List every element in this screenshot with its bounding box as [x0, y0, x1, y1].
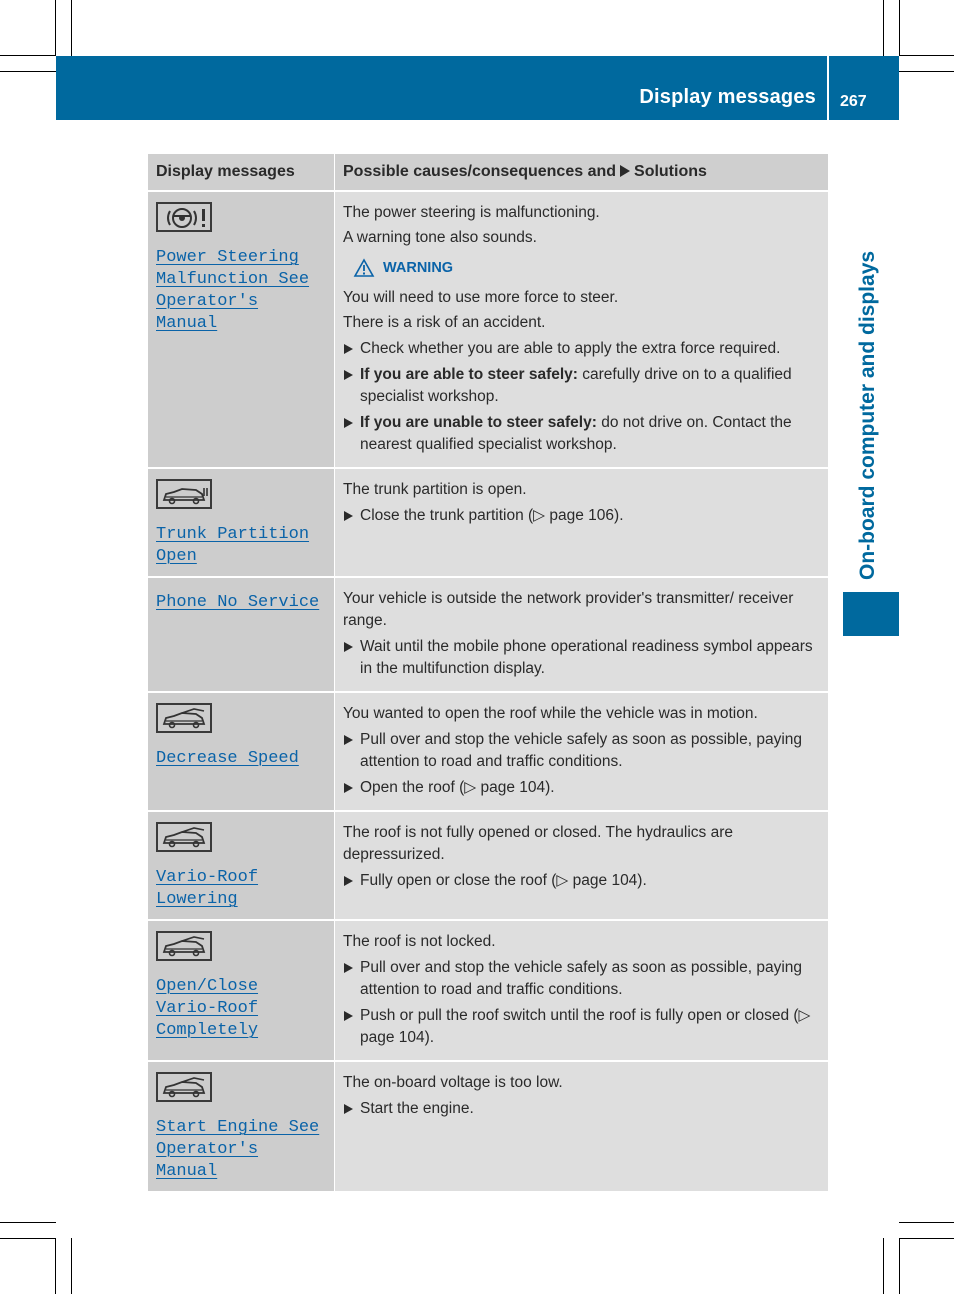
cause-text: The on-board voltage is too low. [343, 1074, 563, 1091]
column-header-causes [335, 154, 829, 191]
page-header [56, 56, 899, 120]
crop-mark [71, 1238, 72, 1294]
solution-step: Wait until the mobile phone operational readiness symbol appears in the multifunction display. [343, 636, 820, 680]
table-row [148, 1061, 828, 1191]
table-row [148, 577, 828, 692]
solution-step: Start the engine. [343, 1098, 820, 1120]
cause-text: The power steering is malfunctioning. [343, 204, 600, 221]
cause-text: You wanted to open the roof while the vehicle was in motion. [343, 705, 758, 722]
crop-mark [883, 0, 884, 56]
display-cell [148, 577, 335, 692]
convertible-trunk-icon [156, 479, 212, 509]
solution-step: Open the roof (▷ page 104). [343, 777, 820, 799]
crop-mark [0, 71, 56, 72]
solution-step: Pull over and stop the vehicle safely as soon as possible, paying attention to road and traffic conditions. [343, 957, 820, 1001]
crop-mark [0, 1238, 56, 1239]
crop-mark [899, 1222, 954, 1223]
solution-cell [335, 811, 829, 920]
crop-mark [899, 0, 900, 56]
crop-mark [0, 55, 56, 56]
display-message-text: Phone No Service [156, 593, 320, 612]
solution-step: Check whether you are able to apply the extra force required. [343, 338, 820, 360]
display-cell [148, 811, 335, 920]
arrow-right-icon [620, 165, 630, 177]
page-number: 267 [840, 93, 867, 110]
solution-step: Fully open or close the roof (▷ page 104). [343, 870, 820, 892]
warning-label: WARNING [383, 260, 454, 276]
display-message-text: Vario-Roof Lowering [156, 868, 259, 909]
convertible-roof-icon [156, 822, 212, 852]
solution-cell [335, 692, 829, 811]
warning-triangle-icon [353, 258, 375, 278]
display-message-text: Decrease Speed [156, 749, 299, 768]
display-cell [148, 1061, 335, 1191]
column-header-display: Display messages [148, 154, 335, 191]
display-message-text: Power Steering Malfunction See Operator's Manual [156, 248, 310, 333]
convertible-roof-icon [156, 931, 212, 961]
table-row [148, 468, 828, 577]
warning-heading [353, 257, 820, 279]
table-row [148, 191, 828, 468]
column-header-causes-text: Possible causes/consequences and [343, 163, 617, 180]
warning-text: There is a risk of an accident. [343, 314, 546, 331]
step-condition: If you are unable to steer safely: [360, 414, 597, 431]
crop-mark [55, 0, 56, 56]
convertible-roof-icon [156, 703, 212, 733]
table-row [148, 811, 828, 920]
display-messages-table [148, 154, 828, 1191]
solution-step [343, 412, 820, 456]
display-cell [148, 692, 335, 811]
display-message-text: Open/Close Vario-Roof Completely [156, 977, 259, 1040]
display-message-text: Trunk Partition Open [156, 525, 310, 566]
solution-cell [335, 577, 829, 692]
crop-mark [899, 71, 954, 72]
table-row [148, 692, 828, 811]
solution-step [343, 364, 820, 408]
crop-mark [883, 1238, 884, 1294]
crop-mark [899, 1238, 954, 1239]
cause-text: The roof is not locked. [343, 933, 496, 950]
table-header-row [148, 154, 828, 191]
crop-mark [55, 1238, 56, 1294]
display-cell [148, 191, 335, 468]
warning-text: You will need to use more force to steer. [343, 289, 619, 306]
display-message-text: Start Engine See Operator's Manual [156, 1118, 320, 1181]
display-cell [148, 920, 335, 1061]
chapter-title: On-board computer and displays [856, 250, 879, 580]
crop-mark [899, 1238, 900, 1294]
table-row [148, 920, 828, 1061]
step-action: carefully drive on to a qualified specialist workshop. [360, 366, 792, 405]
step-action: do not drive on. Contact the nearest qualified specialist workshop. [360, 414, 792, 453]
header-title: Display messages [639, 86, 816, 108]
column-header-solutions-text: Solutions [634, 163, 707, 180]
steering-warning-icon [156, 202, 212, 232]
display-cell [148, 468, 335, 577]
solution-step: Close the trunk partition (▷ page 106). [343, 505, 820, 527]
crop-mark [899, 55, 954, 56]
cause-text: The trunk partition is open. [343, 481, 527, 498]
solution-step: Push or pull the roof switch until the roof is fully open or closed (▷ page 104). [343, 1005, 820, 1049]
chapter-tab [843, 592, 899, 636]
cause-text: A warning tone also sounds. [343, 229, 537, 246]
cause-text: The roof is not fully opened or closed. The hydraulics are depressurized. [343, 824, 734, 863]
solution-step: Pull over and stop the vehicle safely as soon as possible, paying attention to road and traffic conditions. [343, 729, 820, 773]
solution-cell [335, 920, 829, 1061]
crop-mark [0, 1222, 56, 1223]
convertible-roof-icon [156, 1072, 212, 1102]
cause-text: Your vehicle is outside the network provider's transmitter/ receiver range. [343, 590, 794, 629]
crop-mark [71, 0, 72, 56]
solution-cell [335, 468, 829, 577]
solution-cell [335, 191, 829, 468]
header-divider [827, 56, 829, 120]
step-condition: If you are able to steer safely: [360, 366, 578, 383]
solution-cell [335, 1061, 829, 1191]
